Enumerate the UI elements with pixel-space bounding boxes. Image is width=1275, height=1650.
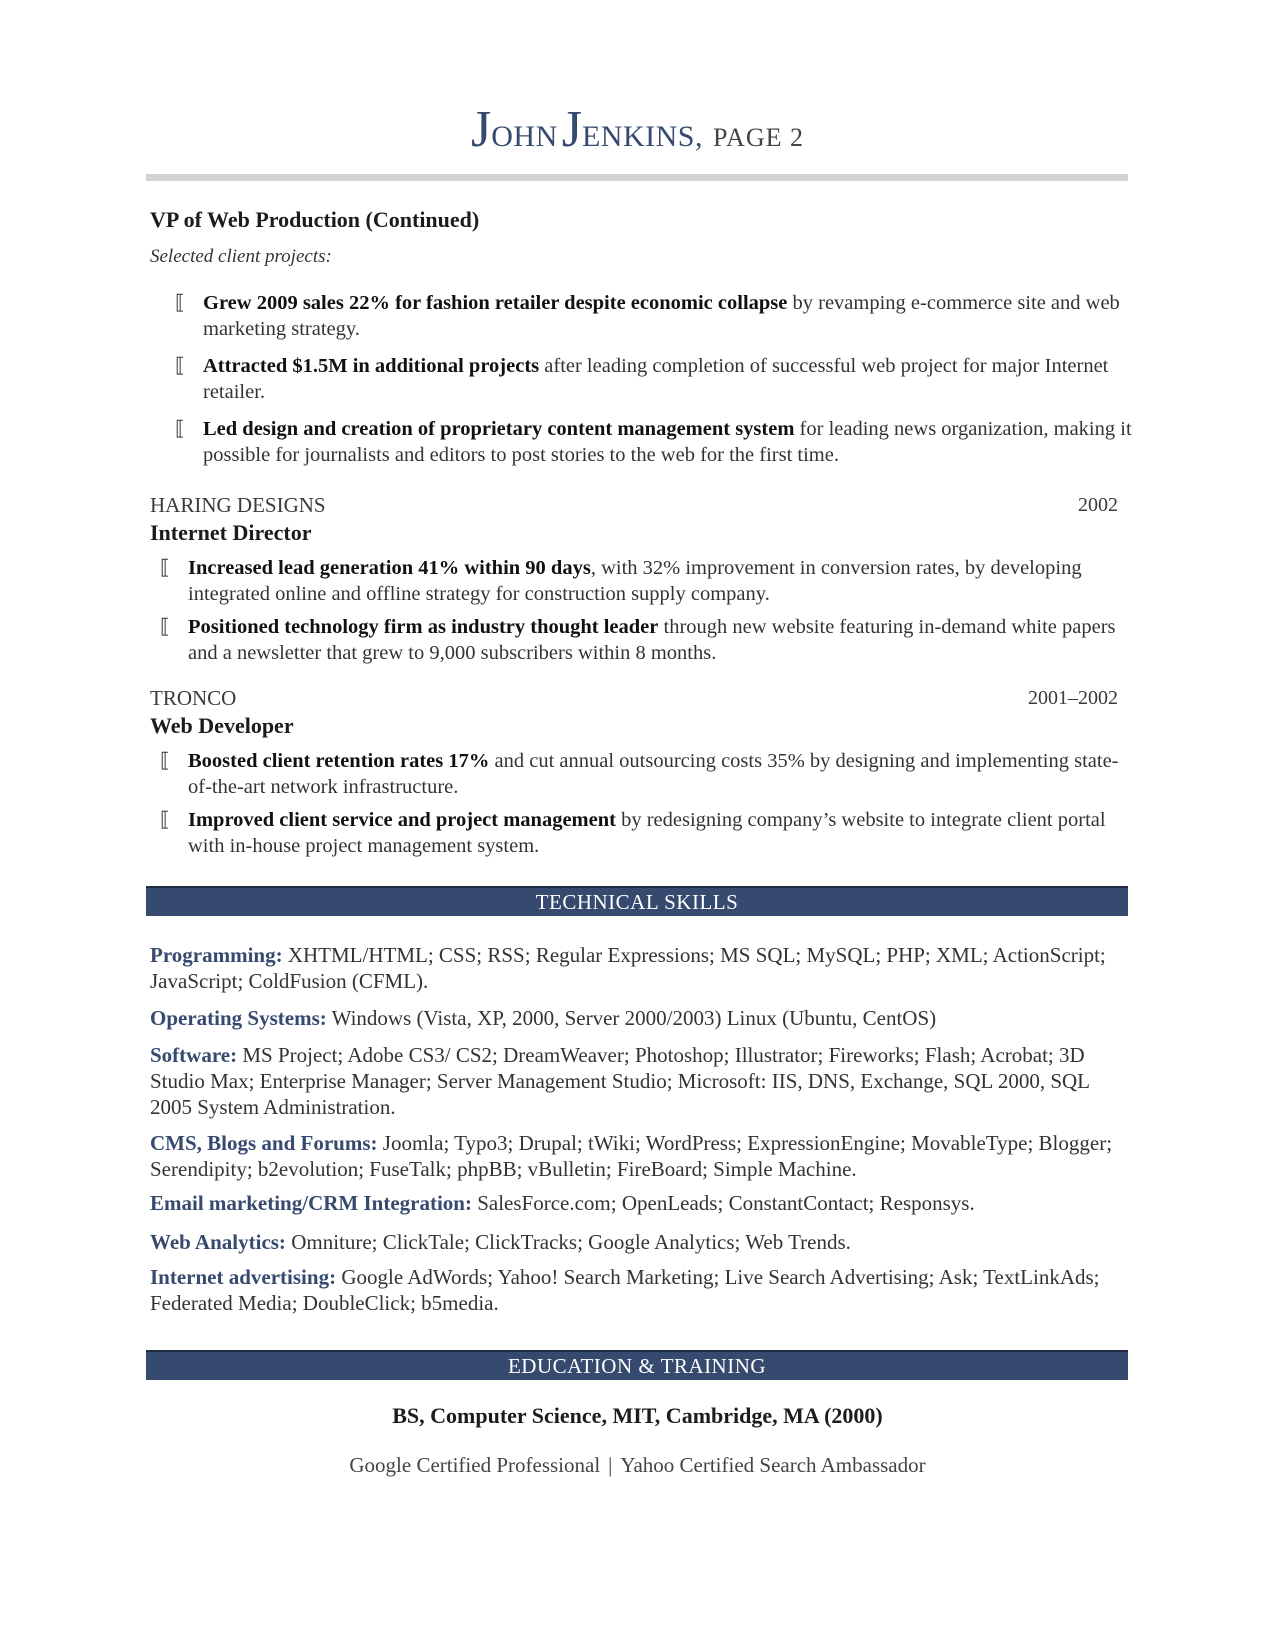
bullet-text: after leading completion of successful web project for major Internet retailer. <box>203 355 1109 403</box>
skill-list: MS Project; Adobe CS3/ CS2; DreamWeaver; Photoshop; Illustrator; Fireworks; Flash; Acrobat; 3D Studio Max; Enterprise Manager; Server Management Studio; Microsoft: IIS, DNS, Exchange, SQL 2000, SQL 2005 System Administration. <box>150 1043 1090 1119</box>
job-title: Internet Director <box>150 520 312 545</box>
last-name-rest: ENKINS, <box>581 120 703 153</box>
bullet-icon: ⟦ <box>175 292 185 314</box>
header-rule <box>146 174 1128 181</box>
bullet-item <box>175 290 1138 342</box>
bullet-item <box>160 555 1138 607</box>
bullet-highlight: Improved client service and project management <box>188 809 616 831</box>
section-heading-technical-skills: TECHNICAL SKILLS <box>146 886 1128 916</box>
bullet-item <box>175 416 1138 468</box>
skill-row <box>150 942 1130 994</box>
bullet-icon: ⟦ <box>160 750 170 772</box>
first-initial: J <box>470 101 492 158</box>
skill-category: Web Analytics: <box>150 1230 286 1254</box>
bullet-text: for leading news organization, making it possible for journalists and editors to post stories to the web for the first time. <box>203 418 1132 466</box>
skill-row <box>150 1190 1130 1216</box>
job-title: Web Developer <box>150 713 294 738</box>
bullet-text: through new website featuring in-demand white papers and a newsletter that grew to 9,000 subscribers within 8 months. <box>188 616 1116 664</box>
skill-list: Windows (Vista, XP, 2000, Server 2000/2003) Linux (Ubuntu, CentOS) <box>326 1006 937 1030</box>
skill-category: CMS, Blogs and Forums: <box>150 1131 378 1155</box>
bullet-icon: ⟦ <box>175 355 185 377</box>
page-label: PAGE 2 <box>712 123 804 152</box>
skill-category: Email marketing/CRM Integration: <box>150 1191 472 1215</box>
bullet-highlight: Attracted $1.5M in additional projects <box>203 355 540 377</box>
bullet-highlight: Increased lead generation 41% within 90 days <box>188 557 591 579</box>
bullet-item <box>160 807 1138 859</box>
skill-list: Google AdWords; Yahoo! Search Marketing; Live Search Advertising; Ask; TextLinkAds; Federated Media; DoubleClick; b5media. <box>150 1265 1100 1315</box>
certification: Yahoo Certified Search Ambassador <box>620 1453 926 1477</box>
bullet-item <box>160 748 1138 800</box>
skill-row <box>150 1264 1130 1316</box>
degree: BS, Computer Science, MIT, Cambridge, MA (2000) <box>392 1403 883 1428</box>
bullet-item <box>175 353 1138 405</box>
bullet-highlight: Boosted client retention rates 17% <box>188 750 490 772</box>
skill-list: XHTML/HTML; CSS; RSS; Regular Expressions; MS SQL; MySQL; PHP; XML; ActionScript; JavaScript; ColdFusion (CFML). <box>150 943 1106 993</box>
name-header <box>0 100 1275 159</box>
first-name-rest: OHN <box>491 120 558 153</box>
skill-list: SalesForce.com; OpenLeads; ConstantContact; Responsys. <box>471 1191 975 1215</box>
bullet-icon: ⟦ <box>160 616 170 638</box>
certification: Google Certified Professional <box>349 1453 601 1477</box>
skill-row <box>150 1229 1130 1255</box>
skill-row <box>150 1005 1130 1031</box>
separator: | <box>608 1453 613 1477</box>
bullet-icon: ⟦ <box>160 557 170 579</box>
bullet-icon: ⟦ <box>160 809 170 831</box>
bullet-highlight: Positioned technology firm as industry thought leader <box>188 616 659 638</box>
bullet-icon: ⟦ <box>175 418 185 440</box>
skill-category: Software: <box>150 1043 238 1067</box>
skill-row <box>150 1042 1130 1120</box>
bullet-text: , with 32% improvement in conversion rates, by developing integrated online and offline strategy for construction supply company. <box>188 557 1082 605</box>
skill-list: Joomla; Typo3; Drupal; tWiki; WordPress; ExpressionEngine; MovableType; Blogger; Serendipity; b2evolution; FuseTalk; phpBB; vBulletin; FireBoard; Simple Machine. <box>150 1131 1113 1181</box>
job-date: 2001–2002 <box>1028 687 1118 709</box>
company-name: HARING DESIGNS <box>150 493 326 517</box>
skill-category: Programming: <box>150 943 283 967</box>
job-date: 2002 <box>1078 494 1118 516</box>
selected-projects-label: Selected client projects: <box>150 246 332 267</box>
section-heading-education: EDUCATION & TRAINING <box>146 1350 1128 1380</box>
skill-category: Internet advertising: <box>150 1265 337 1289</box>
bullet-item <box>160 614 1138 666</box>
skill-category: Operating Systems: <box>150 1006 327 1030</box>
bullet-text: by redesigning company’s website to integrate client portal with in-house project management system. <box>188 809 1106 857</box>
certifications <box>0 1453 1275 1478</box>
skill-list: Omniture; ClickTale; ClickTracks; Google Analytics; Web Trends. <box>285 1230 851 1254</box>
last-initial: J <box>561 101 582 158</box>
skill-row <box>150 1130 1130 1182</box>
bullet-text: by revamping e-commerce site and web marketing strategy. <box>203 292 1120 340</box>
company-name: TRONCO <box>150 686 237 710</box>
bullet-highlight: Led design and creation of proprietary content management system <box>203 418 795 440</box>
bullet-text: and cut annual outsourcing costs 35% by designing and implementing state-of-the-art network infrastructure. <box>188 750 1119 798</box>
bullet-highlight: Grew 2009 sales 22% for fashion retailer despite economic collapse <box>203 292 788 314</box>
job-title-vp: VP of Web Production (Continued) <box>150 207 480 232</box>
